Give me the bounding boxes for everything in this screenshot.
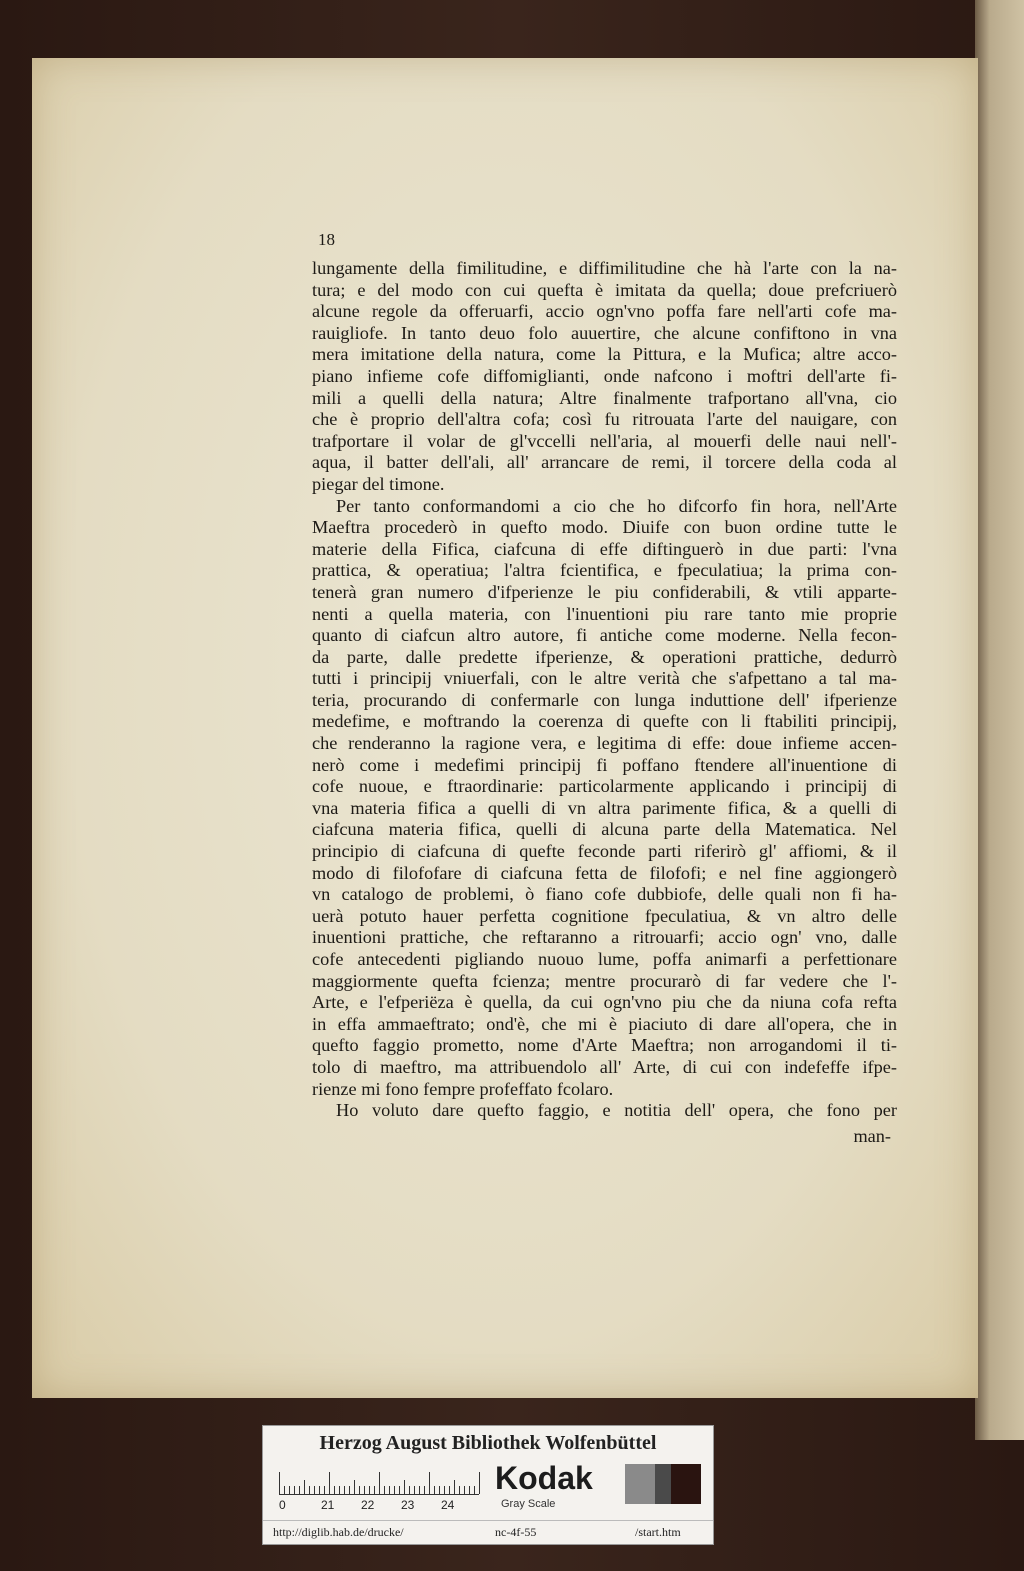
text-line: tura; e del modo con cui quefta è imitata da quella; doue prefcriuerò bbox=[312, 279, 897, 300]
kodak-logo: Kodak bbox=[495, 1460, 593, 1496]
text-line: da parte, dalle predette ifperienze, & operationi prattiche, dedurrò bbox=[312, 646, 897, 667]
ruler-tick bbox=[454, 1480, 455, 1494]
facing-page-edge bbox=[975, 0, 1024, 1440]
ruler-tick bbox=[479, 1472, 480, 1494]
ruler-tick bbox=[419, 1486, 420, 1494]
ruler-tick bbox=[399, 1486, 400, 1494]
ruler-tick bbox=[469, 1486, 470, 1494]
ruler-tick bbox=[379, 1472, 380, 1494]
ruler-tick bbox=[374, 1486, 375, 1494]
ruler-tick bbox=[334, 1486, 335, 1494]
ruler-tick bbox=[439, 1486, 440, 1494]
ruler-tick bbox=[404, 1480, 405, 1494]
text-line: principio di ciafcuna di quefte feconde parti riferirò gl' affiomi, & il bbox=[312, 841, 897, 862]
text-line: alcune regole da offeruarfi, accio ogn'vno poffa fare nell'arti cofe ma- bbox=[312, 301, 897, 322]
text-line: teria, procurando di confermarle con lunga induttione dell' ifperienze bbox=[312, 689, 897, 710]
text-line: nenti a quella materia, con l'inuentioni piu rare tanto mie proprie bbox=[312, 603, 897, 624]
gray-swatch-dark bbox=[655, 1464, 671, 1504]
ruler-tick bbox=[304, 1480, 305, 1494]
text-line: Maeftra procederò in quefto modo. Diuife con buon ordine tutte le bbox=[312, 517, 897, 538]
text-line: prattica, & operatiua; l'altra fcientifica, e fpeculatiua; la prima con- bbox=[312, 560, 897, 581]
text-line: modo di filofofare di ciafcuna fetta de filofofi; e nel fine aggiongerò bbox=[312, 862, 897, 883]
ruler-scale bbox=[279, 1464, 479, 1495]
calibration-card bbox=[262, 1425, 714, 1545]
text-line: che è proprio dell'altra cofa; così fu ritrouata l'arte del nauigare, con bbox=[312, 409, 897, 430]
text-line: piegar del timone. bbox=[312, 473, 445, 494]
start-link: /start.htm bbox=[635, 1525, 681, 1539]
ruler-tick bbox=[309, 1486, 310, 1494]
library-name: Herzog August Bibliothek Wolfenbüttel bbox=[319, 1432, 657, 1454]
ruler-tick bbox=[464, 1486, 465, 1494]
ruler-tick bbox=[434, 1486, 435, 1494]
ruler-tick bbox=[414, 1486, 415, 1494]
ruler-tick bbox=[474, 1486, 475, 1494]
page-number: 18 bbox=[318, 230, 335, 249]
ruler-tick bbox=[369, 1486, 370, 1494]
ruler-tick bbox=[359, 1486, 360, 1494]
ruler-tick bbox=[429, 1472, 430, 1494]
text-line: mera imitatione della natura, come la Pittura, e la Mufica; altre acco- bbox=[312, 344, 897, 365]
text-line: lungamente della fimilitudine, e diffimilitudine che hà l'arte con la na- bbox=[312, 258, 897, 278]
text-line: cofe nuoue, e ftraordinarie: particolarmente applicando i principij di bbox=[312, 776, 897, 797]
ruler-number: 21 bbox=[321, 1498, 335, 1512]
ruler-tick bbox=[354, 1480, 355, 1494]
ruler-tick bbox=[299, 1486, 300, 1494]
ruler-tick bbox=[339, 1486, 340, 1494]
text-line: in effa ammaeftrato; ond'è, che mi è piaciuto di dare all'opera, che in bbox=[312, 1013, 897, 1034]
text-line: maggiormente quefta fcienza; mentre procurarò di far vedere che l'- bbox=[312, 970, 897, 991]
text-line: trafportare il volar de gl'vccelli nell'aria, al mouerfi delle naui nell'- bbox=[312, 430, 897, 451]
ruler-tick bbox=[349, 1486, 350, 1494]
shelfmark: nc-4f-55 bbox=[495, 1525, 537, 1539]
color-swatch-dark bbox=[671, 1464, 701, 1504]
ruler-number: 22 bbox=[361, 1498, 375, 1512]
text-line: vna materia fifica a quelli di vn altra parimente fifica, & a quelli di bbox=[312, 797, 897, 818]
text-line: tenerà gran numero d'ifperienze le piu confiderabili, & vtili apparte- bbox=[312, 581, 897, 602]
ruler-tick bbox=[389, 1486, 390, 1494]
ruler-tick bbox=[364, 1486, 365, 1494]
text-line: inuentioni prattiche, che reftaranno a ritrouarfi; accio ogn' vno, dalle bbox=[312, 927, 897, 948]
library-url: http://diglib.hab.de/drucke/ bbox=[273, 1525, 404, 1539]
text-line: materie della Fifica, ciafcuna di effe diftinguerò in due parti: l'vna bbox=[312, 538, 897, 559]
text-line: piano infieme cofe diffomiglianti, onde nafcono i moftri dell'arte fi- bbox=[312, 365, 897, 386]
ruler-number: 0 bbox=[279, 1498, 286, 1512]
text-line: Ho voluto dare quefto faggio, e notitia dell' opera, che fono per bbox=[336, 1100, 897, 1121]
ruler-tick bbox=[279, 1472, 280, 1494]
ruler-tick bbox=[459, 1486, 460, 1494]
text-line: quefto faggio prometto, nome d'Arte Maeftra; non arrogandomi il ti- bbox=[312, 1035, 897, 1056]
text-line: cofe antecedenti pigliando nuouo lume, poffa animarfi a perfettionare bbox=[312, 949, 897, 969]
ruler-tick bbox=[444, 1486, 445, 1494]
text-line: mili a quelli della natura; Altre finalmente trafportano all'vna, cio bbox=[312, 387, 897, 408]
text-line: vn catalogo de problemi, ò fiano cofe dubbiofe, delle quali non fi ha- bbox=[312, 884, 897, 905]
text-line: che renderanno la ragione vera, e legitima di effe: doue infieme accen- bbox=[312, 733, 897, 754]
text-line: rauigliofe. In tanto deuo folo auuertire, che alcune confiftono in vna bbox=[312, 322, 897, 343]
text-line: rienze mi fono fempre profeffato fcolaro. bbox=[312, 1078, 614, 1099]
card-footer bbox=[263, 1520, 713, 1545]
ruler-tick bbox=[329, 1472, 330, 1494]
gray-swatch-light bbox=[625, 1464, 655, 1504]
catchword: man- bbox=[853, 1125, 891, 1146]
ruler-tick bbox=[384, 1486, 385, 1494]
ruler-tick bbox=[284, 1486, 285, 1494]
text-line: medefime, e moftrando la coerenza di quefte con li ftabiliti principij, bbox=[312, 711, 897, 732]
ruler-tick bbox=[344, 1486, 345, 1494]
ruler-tick bbox=[424, 1486, 425, 1494]
text-line: ciafcuna materia fifica, quelli di alcuna parte della Matematica. Nel bbox=[312, 819, 897, 840]
ruler-tick bbox=[314, 1486, 315, 1494]
text-line: uerà potuto hauer perfetta cognitione fpeculatiua, & vn altro delle bbox=[312, 905, 897, 926]
ruler-tick bbox=[319, 1486, 320, 1494]
text-line: aqua, il batter dell'ali, all' arrancare de remi, il torcere della coda al bbox=[312, 452, 897, 473]
body-text bbox=[312, 258, 897, 1147]
ruler-number: 23 bbox=[401, 1498, 415, 1512]
ruler-tick bbox=[324, 1486, 325, 1494]
text-line: Arte, e l'efperiëza è quella, da cui ogn'vno piu che da niuna cofa refta bbox=[312, 992, 897, 1013]
text-line: tutti i principij vniuerfali, con le altre verità che s'afpettano a tal ma- bbox=[312, 668, 897, 689]
ruler-number: 24 bbox=[441, 1498, 455, 1512]
text-line: Per tanto conformandomi a cio che ho difcorfo fin hora, nell'Arte bbox=[336, 495, 897, 516]
ruler-tick bbox=[289, 1486, 290, 1494]
text-line: nerò come i medefimi principij fi poffano ftendere all'inuentione di bbox=[312, 754, 897, 775]
text-line: quanto di ciafcun altro autore, fi antiche come moderne. Nella fecon- bbox=[312, 625, 897, 646]
ruler-tick bbox=[449, 1486, 450, 1494]
text-line: tolo di maeftro, ma attribuendolo all' Arte, di cui con indefeffe ifpe- bbox=[312, 1056, 897, 1077]
ruler-tick bbox=[394, 1486, 395, 1494]
ruler-tick bbox=[294, 1486, 295, 1494]
ruler-tick bbox=[409, 1486, 410, 1494]
gray-scale-label: Gray Scale bbox=[501, 1498, 556, 1510]
